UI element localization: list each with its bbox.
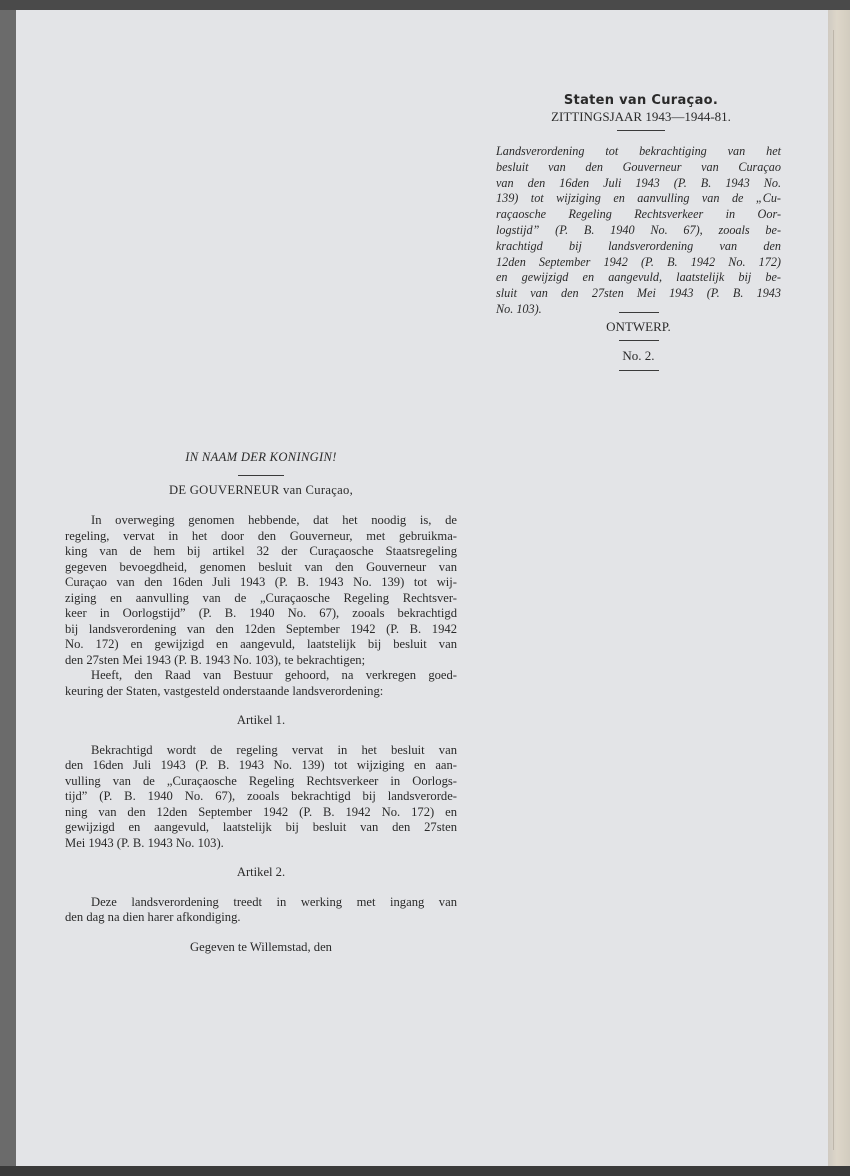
preamble-line: bij landsverordening van den 12den September 1942 (P. B. 1942 (65, 621, 457, 636)
title-line: Landsverordening tot bekrachtiging van het (496, 144, 781, 158)
article-1-heading: Artikel 1. (236, 713, 286, 727)
title-line: raçaosche Regeling Rechtsverkeer in Oor- (496, 207, 781, 222)
draft-rule-bottom (619, 370, 659, 371)
consideration-line: Heeft, den Raad van Bestuur gehoord, na verkregen goed- (91, 668, 457, 682)
article-1-line: tijd” (P. B. 1940 No. 67), zooals bekrachtigd bij landsverorde- (65, 789, 457, 803)
preamble-line: ziging en aanvulling van de „Curaçaosche Regeling Rechtsver- (65, 590, 457, 605)
article-2-line: den dag na dien harer afkondiging. (65, 910, 241, 924)
article-1-line: gewijzigd en aangevuld, laatstelijk bij besluit van den 27sten (65, 820, 457, 834)
title-line: krachtigd bij landsverordening van den (496, 238, 781, 253)
article-2-text (65, 895, 457, 926)
draft-block (496, 312, 781, 371)
session-year: ZITTINGSJAAR 1943—1944-81. (551, 109, 731, 124)
preamble-line: regeling, vervat in het door den Gouverneur, met gebruikma- (65, 528, 457, 543)
title-line: besluit van den Gouverneur van Curaçao (496, 159, 781, 174)
assembly-name: Staten van Curaçao. (563, 93, 719, 108)
title-line: logstijd” (P. B. 1940 No. 67), zooals be- (496, 222, 781, 237)
title-line: en gewijzigd en aangevuld, laatstelijk bij be- (496, 270, 781, 285)
header-rule (617, 130, 665, 131)
article-1-line: Bekrachtigd wordt de regeling vervat in het besluit van (91, 742, 457, 757)
issuer: DE GOUVERNEUR van Curaçao, (168, 482, 354, 497)
title-line: van den 16den Juli 1943 (P. B. 1943 No. (496, 175, 781, 190)
preamble-line: den 27sten Mei 1943 (P. B. 1943 No. 103), te bekrachtigen; (65, 652, 366, 667)
title-line: sluit van den 27sten Mei 1943 (P. B. 1943 (496, 286, 781, 301)
consideration (65, 668, 457, 699)
preamble-line: In overweging genomen hebbende, dat het noodig is, de (91, 513, 457, 527)
article-2-heading: Artikel 2. (236, 865, 286, 879)
title-line: 139) tot wijziging en aanvulling van de „Cu- (496, 191, 781, 206)
title-line: 12den September 1942 (P. B. 1942 No. 172) (496, 254, 781, 269)
invocation-rule (238, 475, 284, 476)
article-1-line: ning van den 12den September 1942 (P. B. 1942 No. 172) en (65, 804, 457, 819)
ordinance-title (496, 144, 781, 318)
article-1-line: vulling van de „Curaçaosche Regeling Rechtsverkeer in Oorlogs- (65, 773, 457, 788)
scan-border-bottom (0, 1166, 850, 1176)
preamble (65, 513, 457, 668)
article-1-line: Mei 1943 (P. B. 1943 No. 103). (65, 835, 224, 850)
consideration-line: keuring der Staten, vastgesteld onderstaande landsverordening: (65, 683, 384, 698)
page-edge (828, 10, 850, 1166)
closing-formula: Gegeven te Willemstad, den (190, 939, 332, 954)
draft-rule-top (619, 312, 659, 313)
draft-label: ONTWERP. (606, 319, 671, 334)
invocation: IN NAAM DER KONINGIN! (185, 450, 337, 464)
preamble-line: gegeven bevoegdheid, genomen besluit van den Gouverneur van (65, 559, 457, 574)
preamble-line: No. 172) en gewijzigd en aangevuld, laatstelijk bij besluit van (65, 637, 457, 651)
preamble-line: king van de hem bij artikel 32 der Curaçaosche Staatsregeling (65, 544, 457, 558)
document-header (496, 93, 786, 131)
article-1-text (65, 743, 457, 852)
preamble-line: Curaçao van den 16den Juli 1943 (P. B. 1943 No. 139) tot wij- (65, 575, 457, 589)
article-2-line: Deze landsverordening treedt in werking met ingang van (91, 894, 457, 909)
decree-body (65, 450, 457, 955)
scan-border-top (0, 0, 850, 10)
article-1-line: den 16den Juli 1943 (P. B. 1943 No. 139) tot wijziging en aan- (65, 758, 457, 772)
title-line: No. 103). (496, 301, 542, 316)
page-edge-crease (833, 30, 834, 1150)
preamble-line: keer in Oorlogstijd” (P. B. 1940 No. 67), zooals bekrachtigd (65, 606, 457, 620)
draft-rule-middle (619, 340, 659, 341)
draft-number: No. 2. (622, 348, 655, 363)
